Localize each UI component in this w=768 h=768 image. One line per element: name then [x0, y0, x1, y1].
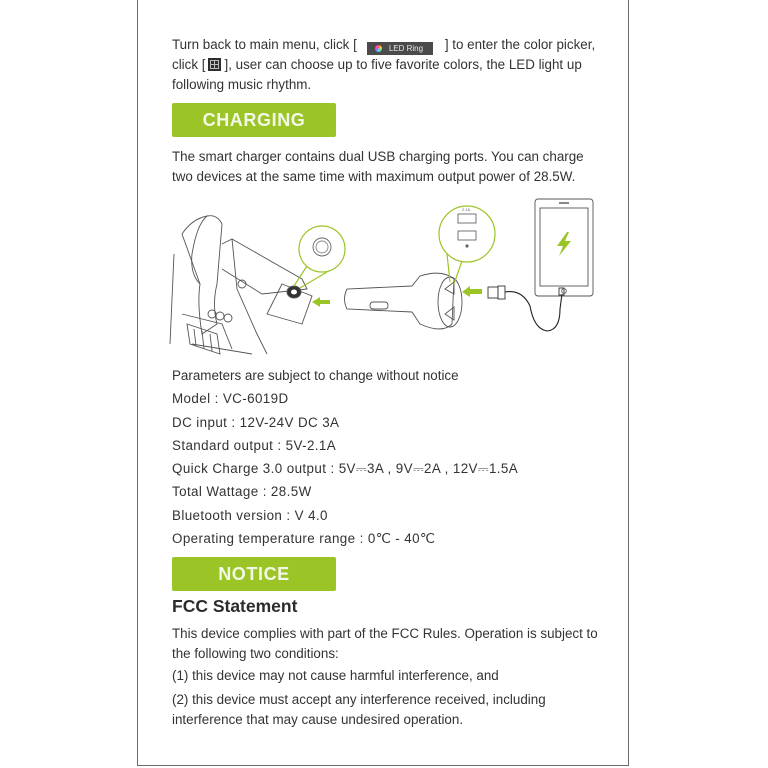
led-ring-label: LED Ring [388, 44, 424, 53]
car-console-drawing [170, 216, 312, 354]
lightning-bolt-icon [557, 232, 571, 256]
param-quick-charge-output: Quick Charge 3.0 output : 5V⎓3A , 9V⎓2A , 12V⎓1.5A [172, 461, 519, 477]
param-model: Model : VC-6019D [172, 391, 289, 407]
param-bluetooth-version: Bluetooth version : V 4.0 [172, 507, 328, 523]
intro-text: following music rhythm. [172, 77, 312, 92]
smartphone-drawing [535, 199, 593, 296]
led-ring-button-image [367, 42, 433, 55]
car-charger-drawing [345, 273, 463, 329]
charging-illustration [162, 194, 612, 364]
fcc-statement-heading: FCC Statement [172, 596, 298, 616]
add-color-icon [208, 58, 221, 71]
param-total-wattage: Total Wattage : 28.5W [172, 484, 312, 500]
usb-insert-arrow-icon [462, 286, 482, 297]
fcc-condition-2: (2) this device must accept any interference received, including interference that may cause undesired operation. [172, 692, 546, 727]
insert-arrow-icon [312, 297, 330, 307]
color-wheel-icon [375, 45, 382, 52]
fcc-condition-1: (1) this device may not cause harmful interference, and [172, 668, 499, 683]
param-dc-input: DC input : 12V-24V DC 3A [172, 414, 340, 430]
intro-text: ] to enter the color picker, [444, 37, 596, 52]
port-label-2-1a: 2.1A [462, 207, 471, 212]
charging-description: The smart charger contains dual USB charging ports. You can charge two devices at the same time with maximum output power of 28.5W. [172, 149, 584, 184]
intro-text: ], user can choose up to five favorite colors, the LED light up [224, 57, 582, 72]
intro-text: click [ [172, 57, 206, 72]
notice-section-badge: NOTICE [172, 557, 336, 591]
charging-section-badge: CHARGING [172, 103, 336, 137]
fcc-statement-text: This device complies with part of the FCC Rules. Operation is subject to the following two conditions: [172, 626, 598, 661]
manual-page [137, 0, 629, 766]
intro-paragraph [172, 35, 595, 95]
intro-text: Turn back to main menu, click [ [172, 37, 357, 52]
param-standard-output: Standard output : 5V-2.1A [172, 437, 337, 453]
parameters-note: Parameters are subject to change without notice [172, 368, 459, 383]
param-operating-temperature: Operating temperature range : 0℃ - 40℃ [172, 531, 436, 547]
parameters-list [172, 366, 518, 552]
